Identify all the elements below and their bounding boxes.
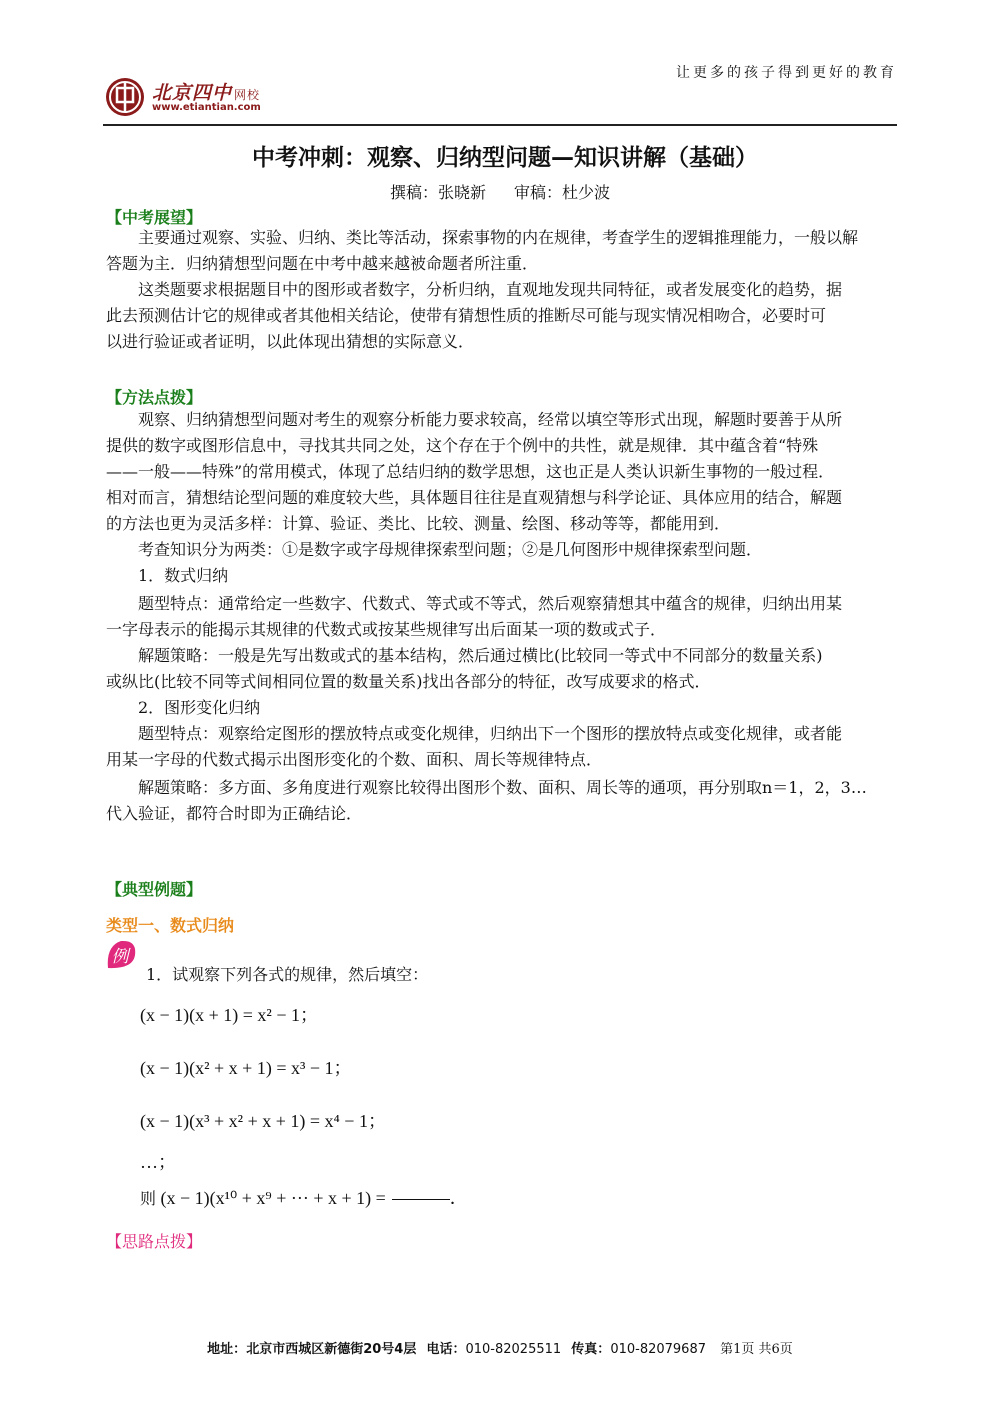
equation-4: 则 (x − 1)(x¹⁰ + x⁹ + ··· + x + 1) = ． bbox=[140, 1188, 468, 1208]
outlook-line: 主要通过观察、实验、归纳、类比等活动，探索事物的内在规律，考查学生的逻辑推理能力，一般以解 bbox=[138, 228, 859, 247]
outlook-heading: 【中考展望】 bbox=[106, 208, 203, 227]
method-line: 解题策略：一般是先写出数或式的基本结构，然后通过横比(比较同一等式中不同部分的数量关系) bbox=[138, 646, 823, 665]
method-line: 用某一字母的代数式揭示出图形变化的个数、面积、周长等规律特点． bbox=[106, 750, 603, 769]
page-number: 第1页 共6页 bbox=[720, 1342, 793, 1357]
outlook-line: 以进行验证或者证明，以此体现出猜想的实际意义． bbox=[106, 332, 475, 351]
header-divider bbox=[103, 124, 897, 126]
type1-heading: 类型一、数式归纳 bbox=[106, 916, 235, 935]
method-line: 考查知识分为两类：①是数字或字母规律探索型问题；②是几何图形中规律探索型问题． bbox=[138, 540, 763, 559]
writer: 撰稿：张晓新 bbox=[389, 183, 486, 202]
answer-blank[interactable] bbox=[392, 1199, 450, 1200]
outlook-line: 这类题要求根据题目中的图形或者数字，分析归纳，直观地发现共同特征，或者发展变化的趋势，据 bbox=[138, 280, 843, 299]
logo-text: 北京四中 网校 bbox=[152, 82, 261, 104]
method-line: 题型特点：通常给定一些数字、代数式、等式或不等式，然后观察猜想其中蕴含的规律，归纳出用某 bbox=[138, 594, 843, 613]
method-line: ——一般——特殊”的常用模式，体现了总结归纳的数学思想，这也正是人类认识新生事物的一般过程． bbox=[106, 462, 835, 481]
outlook-line: 此去预测估计它的规律或者其他相关结论，使带有猜想性质的推断尽可能与现实情况相吻合，必要时可 bbox=[106, 306, 827, 325]
equation-1: (x − 1)(x + 1) = x² − 1； bbox=[140, 1005, 318, 1025]
method-line: 题型特点：观察给定图形的摆放特点或变化规律，归纳出下一个图形的摆放特点或变化规律，或者能 bbox=[138, 724, 843, 743]
page-footer: 地址：北京市西城区新德街20号4层 电话：010-82025511 传真：010-82079687 第1页 共6页 bbox=[207, 1342, 793, 1357]
method-heading: 【方法点拨】 bbox=[106, 388, 203, 407]
method-line: 观察、归纳猜想型问题对考生的观察分析能力要求较高，经常以填空等形式出现，解题时要善于从所 bbox=[138, 410, 843, 429]
logo-url: www.etiantian.com bbox=[152, 102, 261, 113]
method-line: 或纵比(比较不同等式间相同位置的数量关系)找出各部分的特征，改写成要求的格式． bbox=[106, 672, 711, 691]
method-line: 一字母表示的能揭示其规律的代数式或按某些规律写出后面某一项的数或式子． bbox=[106, 620, 667, 639]
method-line: 解题策略：多方面、多角度进行观察比较得出图形个数、面积、周长等的通项，再分别取n＝1，2，3… bbox=[138, 778, 867, 797]
header-slogan: 让更多的孩子得到更好的教育 bbox=[676, 65, 897, 81]
method-line: 2．图形变化归纳 bbox=[138, 698, 261, 717]
method-line: 代入验证，都符合时即为正确结论． bbox=[106, 804, 363, 823]
page-title: 中考冲刺：观察、归纳型问题—知识讲解（基础） bbox=[252, 145, 758, 171]
ellipsis: …； bbox=[140, 1152, 176, 1172]
example-badge-icon bbox=[104, 938, 138, 972]
method-line: 的方法也更为灵活多样：计算、验证、类比、比较、测量、绘图、移动等等，都能用到． bbox=[106, 514, 731, 533]
question-1: 1．试观察下列各式的规律，然后填空： bbox=[146, 965, 429, 984]
method-line: 相对而言，猜想结论型问题的难度较大些，具体题目往往是直观猜想与科学论证、具体应用的结合，解题 bbox=[106, 488, 843, 507]
method-line: 提供的数字或图形信息中，寻找其共同之处，这个存在于个例中的共性，就是规律．其中蕴含着“特殊 bbox=[106, 436, 819, 455]
outlook-line: 答题为主．归纳猜想型问题在中考中越来越被命题者所注重． bbox=[106, 254, 539, 273]
equation-3: (x − 1)(x³ + x² + x + 1) = x⁴ − 1； bbox=[140, 1111, 386, 1131]
examples-heading: 【典型例题】 bbox=[106, 880, 203, 899]
reviewer: 审稿：杜少波 bbox=[514, 183, 611, 202]
hint-heading: 【思路点拨】 bbox=[106, 1232, 203, 1251]
badge-text: 例 bbox=[111, 947, 129, 967]
equation-2: (x − 1)(x² + x + 1) = x³ − 1； bbox=[140, 1058, 352, 1078]
method-line: 1．数式归纳 bbox=[138, 566, 229, 585]
author-line bbox=[0, 180, 1000, 203]
